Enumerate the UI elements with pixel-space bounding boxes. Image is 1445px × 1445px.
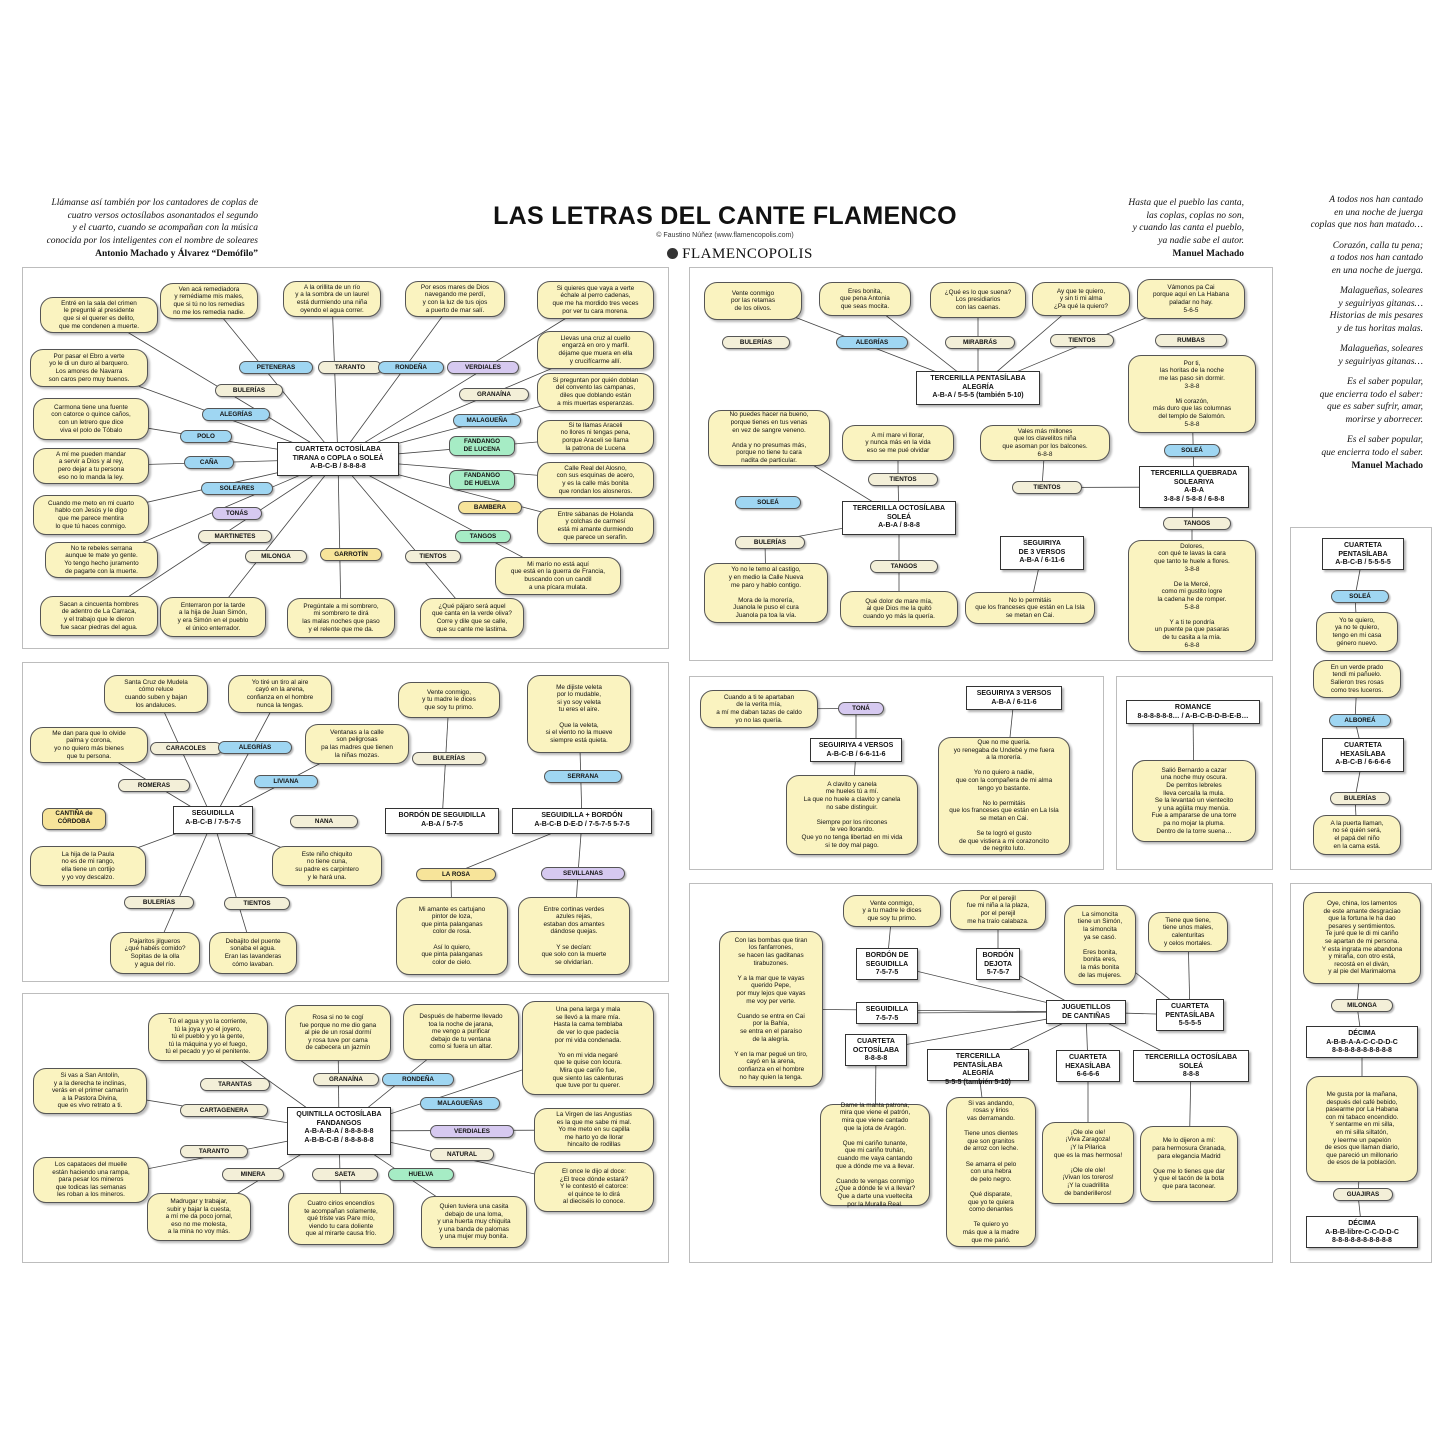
lyric-bubble: En un verde prado tendí mi pañuelo. Salieron tres rosas como tres luceros.: [1313, 660, 1401, 698]
lyric-bubble: El once le dijo al doce: ¿El trece dónde estará? Y le contestó el catorce: el quince te lo dirá al dieciséis lo conoce.: [534, 1162, 654, 1212]
palo-label: GUAJIRAS: [1333, 1188, 1393, 1201]
metric-box: CUARTETA HEXASÍLABA A-B-C-B / 6-6-6-6: [1322, 738, 1404, 772]
palo-label: SOLEARES: [201, 482, 273, 495]
lyric-bubble: Vámonos pa Cai porque aquí en La Habana paladar no hay. 5-6-5: [1137, 279, 1245, 319]
lyric-bubble: Llevas una cruz al cuello engarzá en oro y marfil. déjame que muera en ella y crucifícarme allí.: [537, 331, 654, 369]
palo-label: SOLEÁ: [1164, 444, 1220, 457]
palo-label: GRANAÍNA: [313, 1073, 379, 1086]
quote-line: a todos nos han cantado: [1330, 253, 1423, 263]
connector-line: [332, 299, 338, 459]
metric-box: SEGUIRIYA DE 3 VERSOS A-B-A / 6-11-6: [1000, 536, 1084, 570]
palo-label: SERRANA: [544, 770, 622, 783]
palo-label: SEVILLANAS: [541, 867, 625, 880]
metric-box: CUARTETA OCTOSÍLABA TIRANA o COPLA o SOLEÁ A-B-C-B / 8-8-8-8: [277, 442, 399, 476]
quote-author: Manuel Machado: [1351, 461, 1423, 471]
palo-label: BAMBERA: [458, 501, 522, 514]
palo-label: BULERÍAS: [735, 536, 805, 549]
lyric-bubble: Quien tuviera una casita debajo de una loma, y una huerta muy chiquita y una banda de palomas y una mujer muy bonita.: [421, 1196, 527, 1248]
metric-box: DÉCIMA A-B-B-libre-C-C-D-D-C 8-8-8-8-8-8-8-8-8-8: [1306, 1216, 1418, 1248]
palo-label: NATURAL: [430, 1148, 494, 1161]
lyric-bubble: Si quieres que vaya a verte échale al perro cadenas, que me ha mordido tres veces por ver tu cara morena.: [537, 281, 654, 319]
quote-line: coplas que nos han matado…: [1310, 220, 1423, 230]
metric-box: SEGUIDILLA 7-5-7-5: [856, 1002, 918, 1024]
palo-label: TARANTO: [318, 361, 382, 374]
quote-line: Es el saber popular,: [1347, 377, 1423, 387]
palo-label: GRANAÍNA: [459, 388, 529, 401]
lyric-bubble: Me lo dijeron a mí: para hermosura Granada, para elegancia Madrid Que me lo tienes que dar y que el tacón de la bota que para taconear.: [1140, 1126, 1238, 1202]
metric-box: SEGUIDILLA A-B-C-B / 7-5-7-5: [173, 806, 253, 834]
metric-box: CUARTETA PENTASÍLABA 5-5-5-5: [1156, 999, 1224, 1031]
palo-label: TONÁS: [212, 507, 262, 520]
lyric-bubble: Una pena larga y mala se llevó a la mare mía. Hasta la cama temblaba de ver lo que padecía por mi vida condenada. Yo en mi vida negaré que te quise con locura. Mira que cariño fue, que siento las calenturas que tuve por tu querer.: [522, 1001, 654, 1095]
lyric-bubble: Vales más millones que los clavelitos niña que asoman por los balcones. 6-8-8: [980, 425, 1110, 461]
palo-label: MALAGUEÑA: [453, 414, 521, 427]
palo-label: CARACOLES: [150, 742, 222, 755]
lyric-bubble: Si te llamas Araceli no llores ni tengas pena, porque Araceli se llama la patrona de Lucena: [537, 420, 654, 454]
palo-label: MIRABRÁS: [945, 336, 1015, 349]
lyric-bubble: Pajaritos jilgueros ¿qué habéis comido? Sopitas de la olla y agua del río.: [110, 932, 200, 974]
lyric-bubble: Me gusta por la mañana, después del café bebido, pasearme por La Habana con mi tabaco encendido. Y sentarme en mi silla, en mi silla siltatón, y leerme un papelón de esos que llaman diario, que pareció un millonario de esos de la población.: [1306, 1076, 1418, 1182]
lyric-bubble: A mí me pueden mandar a servir a Dios y al rey, pero dejar a tu persona eso no lo manda la ley.: [33, 448, 149, 484]
lyric-bubble: Cuando me meto en mi cuarto hablo con Jesús y le digo que me parece mentira lo que tú haces conmigo.: [33, 495, 149, 535]
palo-label: BULERÍAS: [412, 752, 486, 765]
palo-label: TONÁ: [838, 702, 884, 715]
metric-box: CUARTETA HEXASÍLABA 6-6-6-6: [1056, 1050, 1120, 1082]
lyric-bubble: Mi marío no está aquí que está en la guerra de Francia, buscando con un candil a una pícara mulata.: [495, 557, 621, 595]
metric-box: TERCERILLA PENTASÍLABA ALEGRÍA 5-5-5 (también 5-10): [927, 1049, 1029, 1081]
lyric-bubble: Yo te quiero, ya no te quiero, tengo en mi casa género nuevo.: [1316, 612, 1398, 652]
palo-label: ALBOREÁ: [1329, 714, 1391, 727]
lyric-bubble: Ay que te quiero, y sin ti mi alma ¿Pa qué la quiero?: [1032, 282, 1130, 316]
palo-label: MARTINETES: [198, 530, 272, 543]
palo-label: RUMBAS: [1155, 334, 1227, 347]
quote-line: cuatro versos octosílabos asonantados el segundo: [67, 210, 258, 221]
quote-line: en una noche de juerga.: [1331, 265, 1423, 276]
lyric-bubble: Cuando a ti te apartaban de la verita mía, a mí me daban tazas de caldo yo no las quería.: [700, 690, 818, 728]
quote-line: en una noche de juerga: [1334, 207, 1423, 218]
palo-label: MINERA: [222, 1168, 284, 1181]
palo-label: POLO: [180, 430, 232, 443]
lyric-bubble: Calle Real del Alosno, con sus esquinas de acero, y es la calle más bonita que rondan los alosneros.: [537, 462, 654, 498]
lyric-bubble: Que no me quería. yo renegaba de Undebé y me fuera a la morería. Yo no quiero a nadie, que con la compañera de mi alma tengo yo bastante. No lo permitáis que los franceses que están en La Isla se metan en Cai. Se te logró el gusto de que vistiera a mi corazoncito de negrito luto.: [938, 737, 1070, 855]
quote-line: Llámanse así también por los cantadores de coplas de: [51, 198, 258, 208]
lyric-bubble: Si preguntan por quién doblan del convento las campanas, diles que doblando están a mis muertas esperanzas.: [537, 373, 654, 411]
lyric-bubble: Vente conmigo, y tu madre le dices que soy tu primo.: [398, 682, 500, 718]
palo-label: BULERÍAS: [124, 896, 194, 909]
palo-label: CARTAGENERA: [180, 1104, 268, 1117]
palo-label: NANA: [290, 815, 358, 828]
metric-box: CUARTETA PENTASÍLABA A-B-C-B / 5-5-5-5: [1322, 538, 1404, 570]
palo-label: TARANTAS: [200, 1078, 270, 1091]
palo-label: TIENTOS: [224, 897, 290, 910]
connector-line: [338, 459, 341, 618]
palo-label: TANGOS: [455, 530, 511, 543]
palo-label: TARANTO: [180, 1145, 248, 1158]
palo-label: ALEGRÍAS: [218, 741, 292, 754]
palo-label: CAÑA: [184, 456, 234, 469]
lyric-bubble: Vente conmigo, y a tu madre le dices que soy tu primo.: [843, 895, 941, 927]
palo-label: LIVIANA: [254, 775, 318, 788]
lyric-bubble: Rosa si no te cogí fue porque no me dio gana al pie de un rosal dormí y rosa tuve por cama de cabecera un jazmín: [285, 1005, 391, 1061]
lyric-bubble: Pregúntale a mi sombrero, mi sombrero te dirá las malas noches que paso y el relente que me da.: [287, 598, 395, 638]
palo-label: GARROTÍN: [320, 548, 382, 561]
lyric-bubble: Dame la manta patrona, mira que viene el patrón, mira que viene cantado que la jota de Aragón. Que mi cariño tunante, que mi cariño truhán, cuando me vaya cantando que a dónde me va a llevar. Cuando te vengas conmigo ¿Que a dónde te vi a llevar? Que a darte una vueltecita por la Muralla Real.: [820, 1104, 930, 1206]
palo-label: MILONGA: [1331, 999, 1393, 1012]
quote-author: Manuel Machado: [1172, 249, 1244, 259]
brand-name: FLAMENCOPOLIS: [682, 246, 813, 262]
quote-line: Malagueñas, soleares: [1339, 344, 1423, 354]
lyric-bubble: No puedes hacer na bueno, porque tienes en tus venas en vez de sangre veneno. Anda y no presumas más, porque no tiene tu cara nadita de particular.: [708, 410, 830, 466]
palo-label: LA ROSA: [416, 868, 496, 881]
lyric-bubble: No te rebeles serrana aunque te mate yo gente. Yo tengo hecho juramento de pagarte con la muerte.: [45, 542, 158, 578]
quote-line: que encierra todo el saber:: [1319, 389, 1423, 400]
quote-line: Hasta que el pueblo las canta,: [1128, 198, 1244, 208]
palo-label: BULERÍAS: [1330, 792, 1390, 805]
metric-box: TERCERILLA OCTOSÍLABA SOLEÁ 8-8-8: [1133, 1050, 1249, 1082]
lyric-bubble: Oye, china, los lamentos de este amante desgraciao que la fortuna le ha dao pesares y sentimientos. Te juré que le di mi cariño se apartan de mi persona. Y esta ingrata me abandona y miraña, con otro está, recostá en el diván, y al pie del Marimaloma: [1303, 892, 1421, 984]
lyric-bubble: Después de haberme llevado toa la noche de jarana, me vengo a purificar debajo de tu ventana como si fuera un altar.: [403, 1004, 519, 1060]
lyric-bubble: Vente conmigo por las retamas de los olivos.: [704, 282, 802, 320]
lyric-bubble: Madrugar y trabajar, subir y bajar la cuesta, a mí me da poco jornal, eso no me molesta, a la mina no voy más.: [147, 1193, 251, 1241]
metric-box: DÉCIMA A-B-B-A-A-C-C-D-D-C 8-8-8-8-8-8-8-8-8-8: [1306, 1026, 1418, 1058]
lyric-bubble: Por pasar el Ebro a verte yo le di un duro al barquero. Los amores de Navarra son caros pero muy buenos.: [30, 349, 148, 387]
palo-label: SAETA: [312, 1168, 378, 1181]
palo-label: TIENTOS: [1050, 334, 1114, 347]
quote-line: las coplas, coplas no son,: [1146, 210, 1244, 221]
lyric-bubble: Tiene que tiene, tiene unos males, calenturitas y celos mortales.: [1148, 912, 1228, 952]
lyric-bubble: Eres bonita, que pena Antonia que seas mocita.: [819, 282, 911, 316]
lyric-bubble: Con las bombas que tiran los fanfarrones, se hacen las gaditanas tirabuzones. Y a la mar que te vayas querido Pepe, por muy lejos que vayas me voy per verte. Cuando se entra en Cai por la Bahía, se entra en el paraíso de la alegría. Y en la mar pegué un tiro, cayó en la arena, confianza en el hombre no hay quien la tenga.: [719, 931, 823, 1087]
lyric-bubble: Me dijiste veleta por lo mudable, si yo soy veleta tu eres el aire. Que la veleta, si el viento no la mueve siempre está quieta.: [527, 675, 631, 753]
lyric-bubble: La hija de la Paula no es de mi rango, ella tiene un cortijo y yo voy descalzo.: [30, 846, 146, 886]
lyric-bubble: ¿Qué es lo que suena? Los presidiarios con las caenas.: [930, 282, 1026, 318]
palo-label: SOLEÁ: [735, 496, 801, 509]
quote-line: conocida por los inteligentes con el nombre de soleares: [46, 235, 258, 246]
palo-label: BULERÍAS: [215, 384, 283, 397]
quote-line: Historias de mis pesares: [1329, 311, 1423, 321]
connector-line: [338, 299, 455, 459]
lyric-bubble: Los capataces del muelle están haciendo una rampa, para pesar los mineros que todicas las semanas les roban a los mineros.: [33, 1157, 149, 1203]
lyric-bubble: Por el perejil fue mi niña a la plaza, por el perejil me ha traío calabaza.: [950, 890, 1046, 930]
quote-line: y seguiriyas gitanas…: [1338, 298, 1423, 309]
quote-line: Es el saber popular,: [1347, 435, 1423, 445]
lyric-bubble: Ventanas a la calle son peligrosas pa las madres que tienen la niñas mozas.: [305, 724, 409, 764]
palo-label: TIENTOS: [405, 550, 461, 563]
metric-box: BORDÓN DEJOTA 5-7-5-7: [976, 948, 1020, 980]
page-title: LAS LETRAS DEL CANTE FLAMENCO: [493, 202, 957, 230]
lyric-bubble: Ven acá remediadora y remédiame mis males, que si tú no los remedias no me los remedia nadie.: [160, 283, 258, 319]
palo-label: VERDIALES: [447, 361, 519, 374]
lyric-bubble: Cuatro cirios encendíos te acompañan solamente, qué triste vas Pare mío, viendo tu cara doliente que al mirarte causa frío.: [288, 1193, 394, 1245]
metric-box: JUGUETILLOS DE CANTIÑAS: [1046, 1000, 1126, 1024]
lyric-bubble: Si vas andando, rosas y lirios vas derramando. Tiene unos dientes que son granitos de arroz con leche. Se amarra el pelo con una hebra de pelo negro. Qué disparate, que yo te quiera como denantes Te quiero yo más que a la madre que me parió.: [946, 1097, 1036, 1247]
metric-box: ROMANCE 8-8-8-8-8-8… / A-B-C-B-D-B-E-B…: [1126, 700, 1260, 724]
lyric-bubble: Entre cortinas verdes azules rejas, estaban dos amantes dándose quejas. Y se decían: que solo con la muerte se olvidarían.: [518, 897, 630, 975]
palo-label: TANGOS: [1163, 517, 1231, 530]
metric-box: QUINTILLA OCTOSÍLABA FANDANGOS A-B-A-B-A / 8-8-8-8-8 A-B-B-C-B / 8-8-8-8-8: [287, 1107, 391, 1155]
palo-label: TIENTOS: [868, 473, 938, 486]
lyric-bubble: ¡Ole ole ole! ¡Viva Zaragoza! ¡Y la Pilarica que es la mas hermosa! ¡Ole ole ole! ¡Vivan los toreros! ¡Y la cuadrillita de banderilleros!: [1042, 1122, 1134, 1204]
lyric-bubble: Santa Cruz de Mudela cómo reluce cuando suben y bajan los andaluces.: [104, 675, 208, 713]
metric-box: TERCERILLA PENTASÍLABA ALEGRÍA A-B-A / 5-5-5 (también 5-10): [916, 371, 1040, 405]
lyric-bubble: Por esos mares de Dios navegando me perdí, y con la luz de tus ojos a puerto de mar salí.: [405, 281, 505, 317]
lyric-bubble: Mi amante es cartujano pintor de loza, que pinta palanganas color de rosa. Así lo quiero, que pinta palanganas color de cielo.: [396, 897, 508, 975]
quote-line: que es saber sufrir, amar,: [1326, 402, 1423, 412]
quote-line: Corazón, calla tu pena;: [1332, 240, 1423, 251]
quote-line: ya nadie sabe el autor.: [1158, 235, 1244, 246]
lyric-bubble: Qué dolor de mare mía, al que Dios me la quitó cuando yo más la quería.: [840, 591, 958, 627]
lyric-bubble: Tú el agua y yo la corriente, tú la joya y yo el joyero, tú el pueblo y yo la gente, tú la máquina y yo el fuego, tú el pecado y yo el penitente.: [148, 1013, 268, 1061]
lyric-bubble: Si vas a San Antolín, y a la derecha te inclinas, verás en el primer camarín a la Pastora Divina, que es vivo retrato a ti.: [33, 1068, 147, 1114]
metric-box: BORDÓN DE SEGUIDILLA 7-5-7-5: [856, 948, 918, 980]
quote-line: A todos nos han cantado: [1329, 195, 1423, 205]
metric-box: CUARTETA OCTOSÍLABA 8-8-8-8: [845, 1034, 907, 1066]
quote-line: y el cuarto, cuando se acompañan con la música: [72, 223, 258, 233]
palo-label: TANGOS: [870, 560, 938, 573]
metric-box: SEGUIRIYA 3 VERSOS A-B-A / 6-11-6: [966, 686, 1062, 710]
lyric-bubble: Debajito del puente sonaba el agua. Eran las lavanderas cómo lavaban.: [209, 932, 297, 974]
metric-box: TERCERILLA OCTOSÍLABA SOLEÁ A-B-A / 8-8-8: [842, 501, 956, 535]
quote-line: y de tus horitas malas.: [1337, 323, 1423, 334]
palo-label: RONDEÑA: [382, 1073, 454, 1086]
lyric-bubble: Entre sábanas de Holanda y colchas de carmesí está mi amante durmiendo que parece un serafín.: [537, 508, 654, 544]
copyright-text: © Faustino Núñez (www.flamencopolis.com): [656, 232, 794, 239]
lyric-bubble: A clavito y canela me hueles tú a mí. La que no huele a clavito y canela no sabe distinguir. Siempre por los rincones te veo llorando. Que yo no tenga libertad en mi vida si te doy mal pago.: [786, 775, 918, 855]
lyric-bubble: A mí mare vi llorar, y nunca más en la vida eso se me pué olvidar: [842, 425, 954, 461]
lyric-bubble: La Virgen de las Angustias es la que me sabe mi mal. Yo me meto en su capilla me harto yo de llorar hincaíto de rodillas: [534, 1108, 654, 1152]
palo-label: MALAGUEÑAS: [420, 1097, 500, 1110]
metric-box: SEGUIRIYA 4 VERSOS A-B-C-B / 6-6-11-6: [810, 738, 902, 762]
lyric-bubble: Salió Bernardo a cazar una noche muy oscura. De perritos lebreles lleva cercaíla la mula. Se la levantaó un vientecito y una agüita muy menúa. Fue a ampararse de una torre pa no mojar la pluma. Dentro de la torre suena…: [1132, 760, 1256, 842]
palo-label: RONDEÑA: [378, 361, 444, 374]
palo-label: FANDANGO DE LUCENA: [449, 436, 515, 456]
palo-label: BULERÍAS: [722, 336, 790, 349]
palo-label: TIENTOS: [1012, 481, 1082, 494]
lyric-bubble: Enterraron por la tarde a la hija de Juan Simón, y era Simón en el pueblo el único enterrador.: [160, 597, 266, 637]
palo-label: SOLEÁ: [1331, 590, 1389, 603]
palo-label: ALEGRÍAS: [836, 336, 908, 349]
quote-line: y cuando las canta el pueblo,: [1132, 223, 1244, 233]
metric-box: SEGUIDILLA + BORDÓN A-B-C-B D-E-D / 7-5-7-5 5-7-5: [512, 808, 652, 834]
lyric-bubble: Yo tiré un tiro al aire cayó en la arena, confianza en el hombre nunca la tengas.: [228, 675, 332, 713]
quote-line: que encierra todo el saber.: [1321, 447, 1423, 458]
metric-box: TERCERILLA QUEBRADA SOLEARIYA A-B-A 3-8-8 / 5-8-8 / 6-8-8: [1139, 466, 1249, 508]
palo-label: ALEGRÍAS: [202, 408, 270, 421]
palo-label: VERDIALES: [430, 1125, 514, 1138]
palo-label: ROMERAS: [118, 779, 190, 792]
lyric-bubble: Yo no le temo al castigo, y en medio la Calle Nueva me paro y hablo contigo. Mora de la morería, Juanola le puso el cura Juanola pa toa la vía.: [704, 563, 828, 623]
palo-label: PETENERAS: [239, 361, 313, 374]
lyric-bubble: ¿Qué pájaro será aquel que canta en la verde oliva? Corre y dile que se calle, que su cante me lastima.: [420, 598, 524, 638]
quote-line: Malagueñas, soleares: [1339, 286, 1423, 296]
metric-box: BORDÓN DE SEGUIDILLA A-B-A / 5-7-5: [385, 808, 499, 834]
quote-line: y seguiriyas gitanas…: [1338, 356, 1423, 367]
lyric-bubble: Sacan a cincuenta hombres de adentro de La Carraca, y el trabajo que le dieron fue sacar piedras del agua.: [40, 596, 158, 636]
lyric-bubble: Dolores, con qué te lavas la cara que tanto te huele a flores. 3-8-8 De la Mercé, como mi gustito logre la cadena he de romper. 5-8-8 Y a ti te pondría un puente pa que pasaras de tu casita a la mía. 6-8-8: [1128, 540, 1256, 652]
palo-label: CANTIÑA de CÓRDOBA: [42, 808, 106, 830]
lyric-bubble: La simoncita tiene un Simón, la simoncita ya se casó. Eres bonita, bonita eres, la más bonita de las mujeres.: [1064, 905, 1136, 985]
lyric-bubble: A la puerta llaman, no sé quién será, el papá del niño en la cama está.: [1313, 815, 1401, 855]
lyric-bubble: No lo permitáis que los franceses que están en La Isla se metan en Cai.: [965, 592, 1095, 624]
lyric-bubble: Me dan para que lo olvide palma y corona, yo no quiero más bienes que tu persona.: [30, 727, 148, 763]
lyric-bubble: Este niño chiquito no tiene cuna, su padre es carpintero y le hará una.: [272, 846, 382, 886]
palo-label: FANDANGO DE HUELVA: [449, 470, 515, 490]
quote-line: morirse y aborrecer.: [1345, 414, 1423, 425]
palo-label: MILONGA: [245, 550, 307, 563]
palo-label: HUELVA: [388, 1168, 454, 1181]
lyric-bubble: Carmona tiene una fuente con catorce o quince caños, con un letrero que dice viva el polo de Tóbalo: [33, 398, 149, 440]
lyric-bubble: Por ti, las horitas de la noche me las paso sin dormir. 3-8-8 Mi corazón, más duro que las columnas del templo de Salomón. 5-8-8: [1128, 355, 1256, 433]
lyric-bubble: Entré en la sala del crimen le pregunté al presidente que si el querer es delito, que me condenen a muerte.: [40, 297, 158, 333]
quote-author: Antonio Machado y Álvarez “Demófilo”: [95, 249, 258, 259]
lyric-bubble: A la orillita de un río y a la sombra de un laurel está durmiendo una niña oyendo el agua correr.: [283, 281, 381, 317]
